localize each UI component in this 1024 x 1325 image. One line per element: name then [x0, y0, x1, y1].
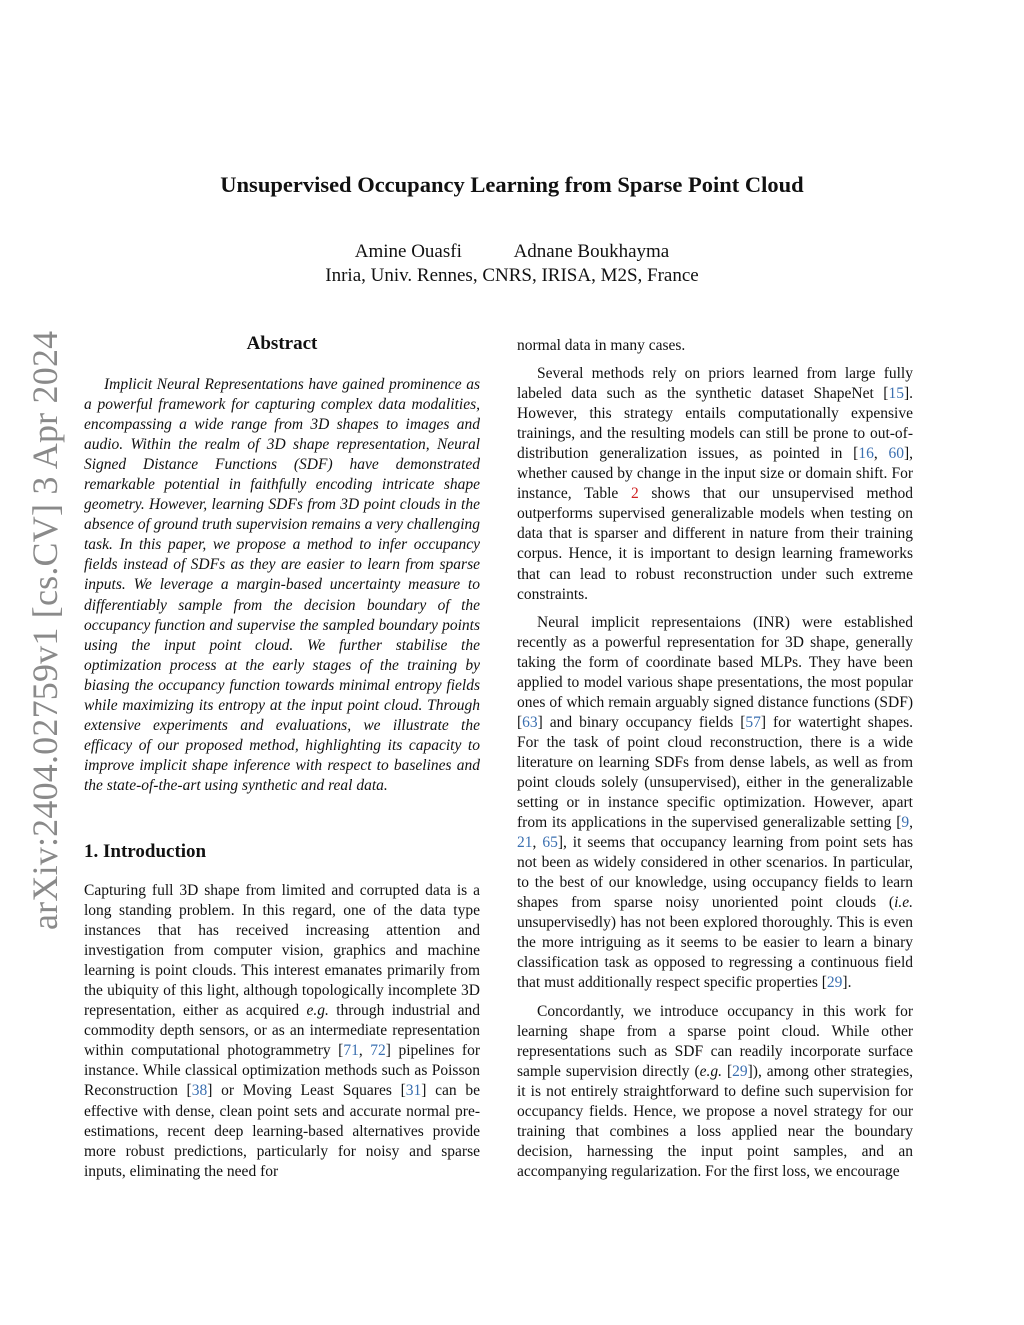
paper-title: Unsupervised Occupancy Learning from Sparse Point Cloud [220, 172, 804, 197]
citation-link[interactable]: 65 [542, 834, 558, 852]
author-list [0, 241, 1024, 263]
citation-link[interactable]: 31 [405, 1082, 422, 1100]
citation-link[interactable]: 15 [888, 385, 904, 403]
table-reference-link[interactable]: 2 [630, 485, 639, 503]
intro-paragraph-4: Concordantly, we introduce occupancy in this work for learning shape from a sparse point cloud. While other representations such as SDF can readily incorporate surface sample supervision directly (e.g. [29]), among other strategies, it is not entirely straightforward to define such supervision for occupancy fields. Hence, we propose a novel strategy for our training that combines a loss applied near the boundary decision, harnessing the input point samples, and an accompanying regularization. For the first loss, we encourage [517, 1002, 914, 1180]
citation-link[interactable]: 29 [826, 974, 843, 992]
author-1: Amine Ouasfi [354, 241, 462, 262]
citation-link[interactable]: 63 [522, 713, 538, 731]
citation-link[interactable]: 57 [745, 713, 761, 731]
intro-continuation: normal data in many cases. [517, 337, 686, 354]
intro-paragraph-2: Several methods rely on priors learned from large fully labeled data such as the synthetic dataset ShapeNet [15]. However, this strategy entails computationally expensive trainings, and the resulting models can still be prone to out-of-distribution generalization issues, as pointed in [16, 60], whether caused by change in the input size or domain shift. For instance, Table 2 shows that our unsupervised method outperforms supervised generalizable models when testing on data that is sparser and different in nature from their training corpus. Hence, it is important to design learning frameworks that can lead to robust reconstruction under such extreme constraints. [517, 365, 914, 603]
citation-link[interactable]: 72 [370, 1042, 386, 1060]
right-column [517, 336, 913, 1190]
author-2: Adnane Boukhayma [513, 241, 670, 262]
section-heading-introduction: 1. Introduction [84, 840, 207, 862]
citation-link[interactable]: 16 [858, 445, 874, 463]
abstract-text: Implicit Neural Representations have gained prominence as a powerful framework for capturing complex data modalities, encompassing a wide range from 3D shapes to images and audio. Within the realm of 3D shape representation, Neural Signed Distance Functions (SDF) have demonstrated remarkable potential in faithfully encoding intricate shape geometry. However, learning SDFs from 3D point clouds in the absence of ground truth supervision remains a very challenging task. In this paper, we propose a method to infer occupancy fields instead of SDFs as they are easier to learn from sparse inputs. We leverage a margin-based uncertainty measure to differentiably sample from the decision boundary of the occupancy function and supervise the sampled boundary points using the input point cloud. We further stabilise the optimization process at the early stages of the training by biasing the occupancy function towards minimal entropy fields while maximizing its entropy at the input point cloud. Through extensive experiments and evaluations, we illustrate the efficacy of our proposed method, highlighting its capacity to improve implicit shape inference with respect to baselines and the state-of-the-art using synthetic and real data. [84, 376, 480, 794]
arxiv-watermark: arXiv:2404.02759v1 [cs.CV] 3 Apr 2024 [25, 330, 65, 930]
intro-paragraph-3: Neural implicit representaions (INR) were established recently as a powerful representation for 3D shape, generally taking the form of coordinate based MLPs. They have been applied to model various shape presentations, the most popular ones of which remain arguably signed distance functions (SDF) [63] and binary occupancy fields [57] for watertight shapes. For the task of point cloud reconstruction, there is a wide literature on learning SDFs from dense labels, as well as from point clouds solely (unsupervised), either in the generalizable setting or in instance specific optimization. However, apart from its applications in the supervised generalizable setting [9, 21, 65], it seems that occupancy learning from point sets has not been as widely considered in other scenarios. In particular, to the best of our knowledge, using occupancy fields to learn shapes from sparse noisy unoriented point clouds (i.e. unsupervisedly) has not been explored thoroughly. This is even the more intriguing as it seems to be easier to learn a binary classification task as opposed to regressing a continuous field that must additionally respect specific properties [29]. [517, 613, 914, 992]
citation-link[interactable]: 21 [517, 834, 533, 852]
citation-link[interactable]: 9 [901, 814, 910, 832]
abstract-heading: Abstract [246, 333, 318, 354]
intro-paragraph-1: Capturing full 3D shape from limited and corrupted data is a long standing problem. In this regard, one of the data type instances that has received increasing attention and investigation from computer vision, graphics and machine learning is point clouds. This interest emanates primarily from the ubiquity of this light, although topologically incomplete 3D representation, either as acquired e.g. through industrial and commodity depth sensors, or as an intermediate representation within computational photogrammetry [71, 72] pipelines for instance. While classical optimization methods such as Poisson Reconstruction [38] or Moving Least Squares [31] can be effective with dense, clean point sets and accurate normal pre-estimations, recent deep learning-based alternatives provide more robust predictions, particularly for noisy and sparse inputs, eliminating the need for [84, 881, 480, 1180]
citation-link[interactable]: 71 [343, 1042, 359, 1060]
citation-link[interactable]: 29 [732, 1062, 748, 1080]
citation-link[interactable]: 60 [888, 445, 904, 463]
affiliation: Inria, Univ. Rennes, CNRS, IRISA, M2S, France [325, 265, 699, 286]
left-column [84, 333, 480, 1190]
citation-link[interactable]: 38 [191, 1082, 208, 1100]
